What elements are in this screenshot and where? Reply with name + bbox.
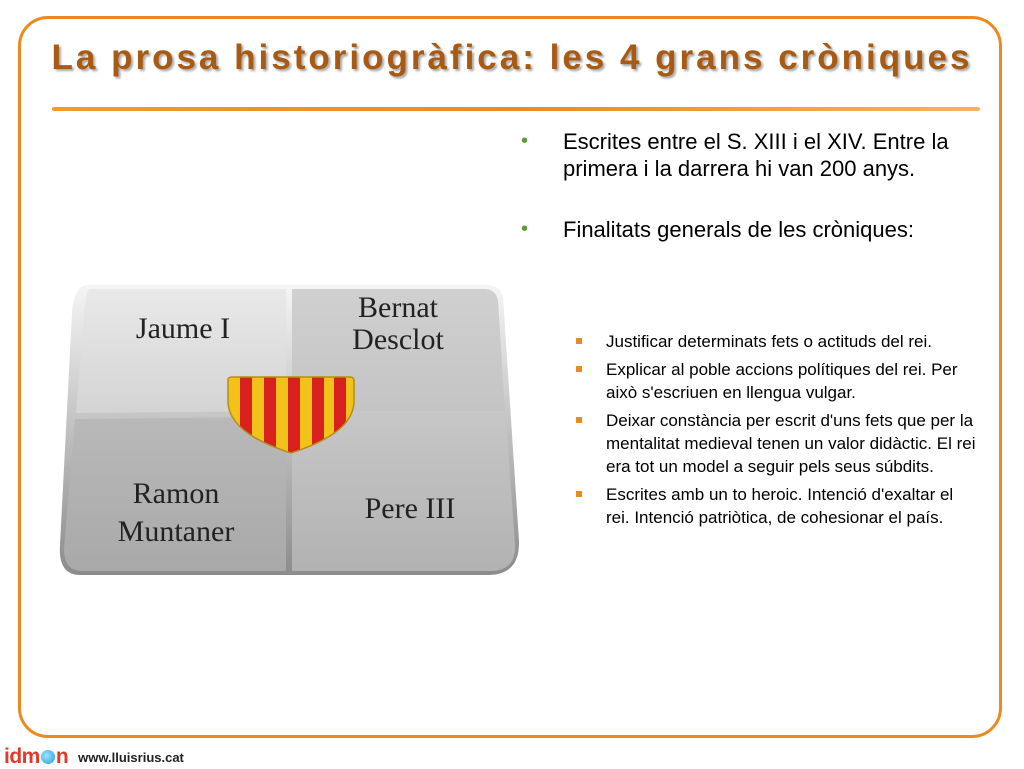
logo-globe-icon: [41, 750, 55, 764]
footer-logo: [4, 746, 184, 768]
chronicles-board: [58, 283, 520, 577]
bullet-dot: •: [521, 130, 529, 152]
bullet-item-purposes: [518, 216, 980, 243]
sub-bullet-text: Explicar al poble accions polítiques del rei. Per això s'escriuen en llengua vulgar.: [606, 360, 958, 402]
sub-bullet-text: Escrites amb un to heroic. Intenció d'exaltar el rei. Intenció patriòtica, de cohesionar el país.: [606, 485, 954, 527]
cell-pere-iii: Pere III: [364, 492, 456, 525]
cell-ramon-muntaner-2: Muntaner: [117, 515, 235, 548]
sub-bullet-item: [518, 330, 980, 353]
sub-bullet-item: [518, 409, 980, 478]
cell-ramon-muntaner-1: Ramon: [132, 477, 220, 510]
title-underline: [52, 107, 980, 111]
logo-text-right: n: [55, 745, 69, 768]
footer-url[interactable]: www.lluisrius.cat: [78, 749, 184, 765]
bullet-text: Escrites entre el S. XIII i el XIV. Entre la primera i la darrera hi van 200 anys.: [563, 129, 949, 181]
bullet-text: Finalitats generals de les cròniques:: [563, 217, 914, 242]
bullet-list: [518, 128, 980, 277]
cell-jaume-i: Jaume I: [135, 312, 231, 345]
square-bullet-icon: [576, 338, 582, 344]
sub-bullet-item: [518, 483, 980, 529]
slide-title: La prosa historiogràfica: les 4 grans cròniques: [51, 38, 973, 77]
square-bullet-icon: [576, 417, 582, 423]
square-bullet-icon: [576, 366, 582, 372]
bullet-dot: •: [521, 218, 529, 240]
square-bullet-icon: [576, 491, 582, 497]
cell-bernat-desclot-2: Desclot: [352, 323, 444, 356]
sub-bullets: [518, 330, 980, 534]
cell-bernat-desclot-1: Bernat: [358, 291, 438, 324]
sub-bullet-text: Justificar determinats fets o actituds del rei.: [606, 332, 932, 351]
logo-text-left: idm: [4, 745, 40, 768]
chronicles-board-graphic: [58, 283, 520, 577]
sub-bullet-item: [518, 358, 980, 404]
sub-bullet-text: Deixar constància per escrit d'uns fets que per la mentalitat medieval tenen un valor didàctic. El rei era tot un model a seguir pels seus súbdits.: [606, 411, 976, 476]
bullet-item-dates: [518, 128, 980, 182]
